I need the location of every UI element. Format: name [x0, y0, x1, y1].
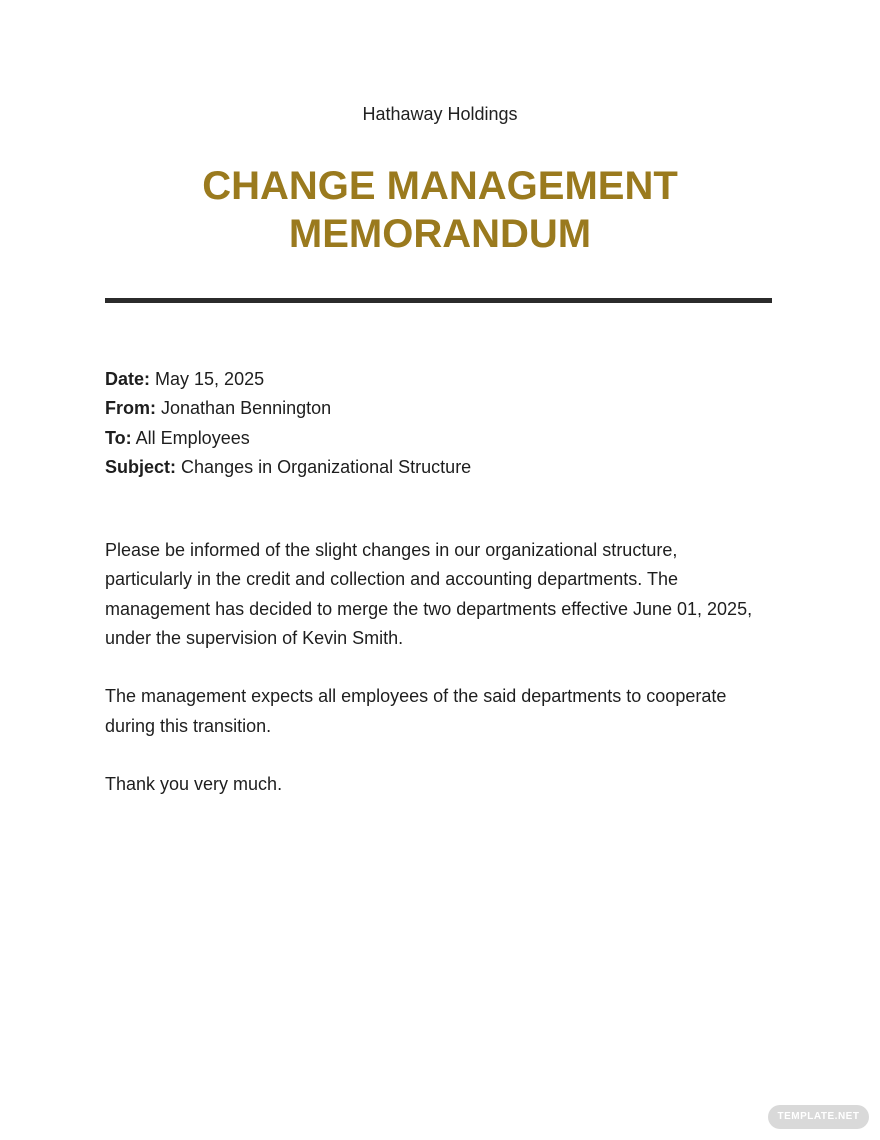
- memo-body: [105, 536, 785, 829]
- from-label: From:: [105, 398, 156, 419]
- date-row: [105, 365, 785, 394]
- memo-title: [140, 162, 740, 258]
- memo-details: [105, 365, 785, 482]
- template-watermark: TEMPLATE.NET: [768, 1105, 869, 1129]
- to-value: All Employees: [135, 427, 250, 448]
- body-paragraph-1-line: under the supervision of Kevin Smith.: [105, 627, 404, 648]
- from-value: Jonathan Bennington: [161, 398, 332, 419]
- date-label: Date:: [105, 369, 151, 389]
- subject-label: Subject:: [105, 456, 177, 477]
- to-label: To:: [105, 427, 132, 448]
- to-row: [105, 424, 785, 453]
- date-value: May 15, 2025: [155, 369, 265, 389]
- body-paragraph-1-line: Please be informed of the slight changes in our organizational structure,: [105, 540, 678, 560]
- closing-line: Thank you very much.: [105, 774, 283, 795]
- body-paragraph-2-line: during this transition.: [105, 715, 272, 736]
- from-row: [105, 394, 785, 423]
- body-paragraph-1: [105, 536, 785, 653]
- body-paragraph-2-line: The management expects all employees of the said departments to cooperate: [105, 686, 727, 707]
- body-paragraph-2: [105, 682, 785, 741]
- subject-value: Changes in Organizational Structure: [181, 456, 472, 477]
- header-divider: [105, 298, 772, 303]
- company-name: Hathaway Holdings: [362, 104, 518, 124]
- memo-title-line-1: CHANGE MANAGEMENT: [202, 164, 678, 208]
- subject-row: [105, 453, 785, 482]
- memo-title-line-2: MEMORANDUM: [288, 212, 592, 256]
- body-paragraph-1-line: particularly in the credit and collection and accounting departments. The: [105, 569, 679, 590]
- body-paragraph-1-line: management has decided to merge the two departments effective June 01, 2025,: [105, 598, 753, 619]
